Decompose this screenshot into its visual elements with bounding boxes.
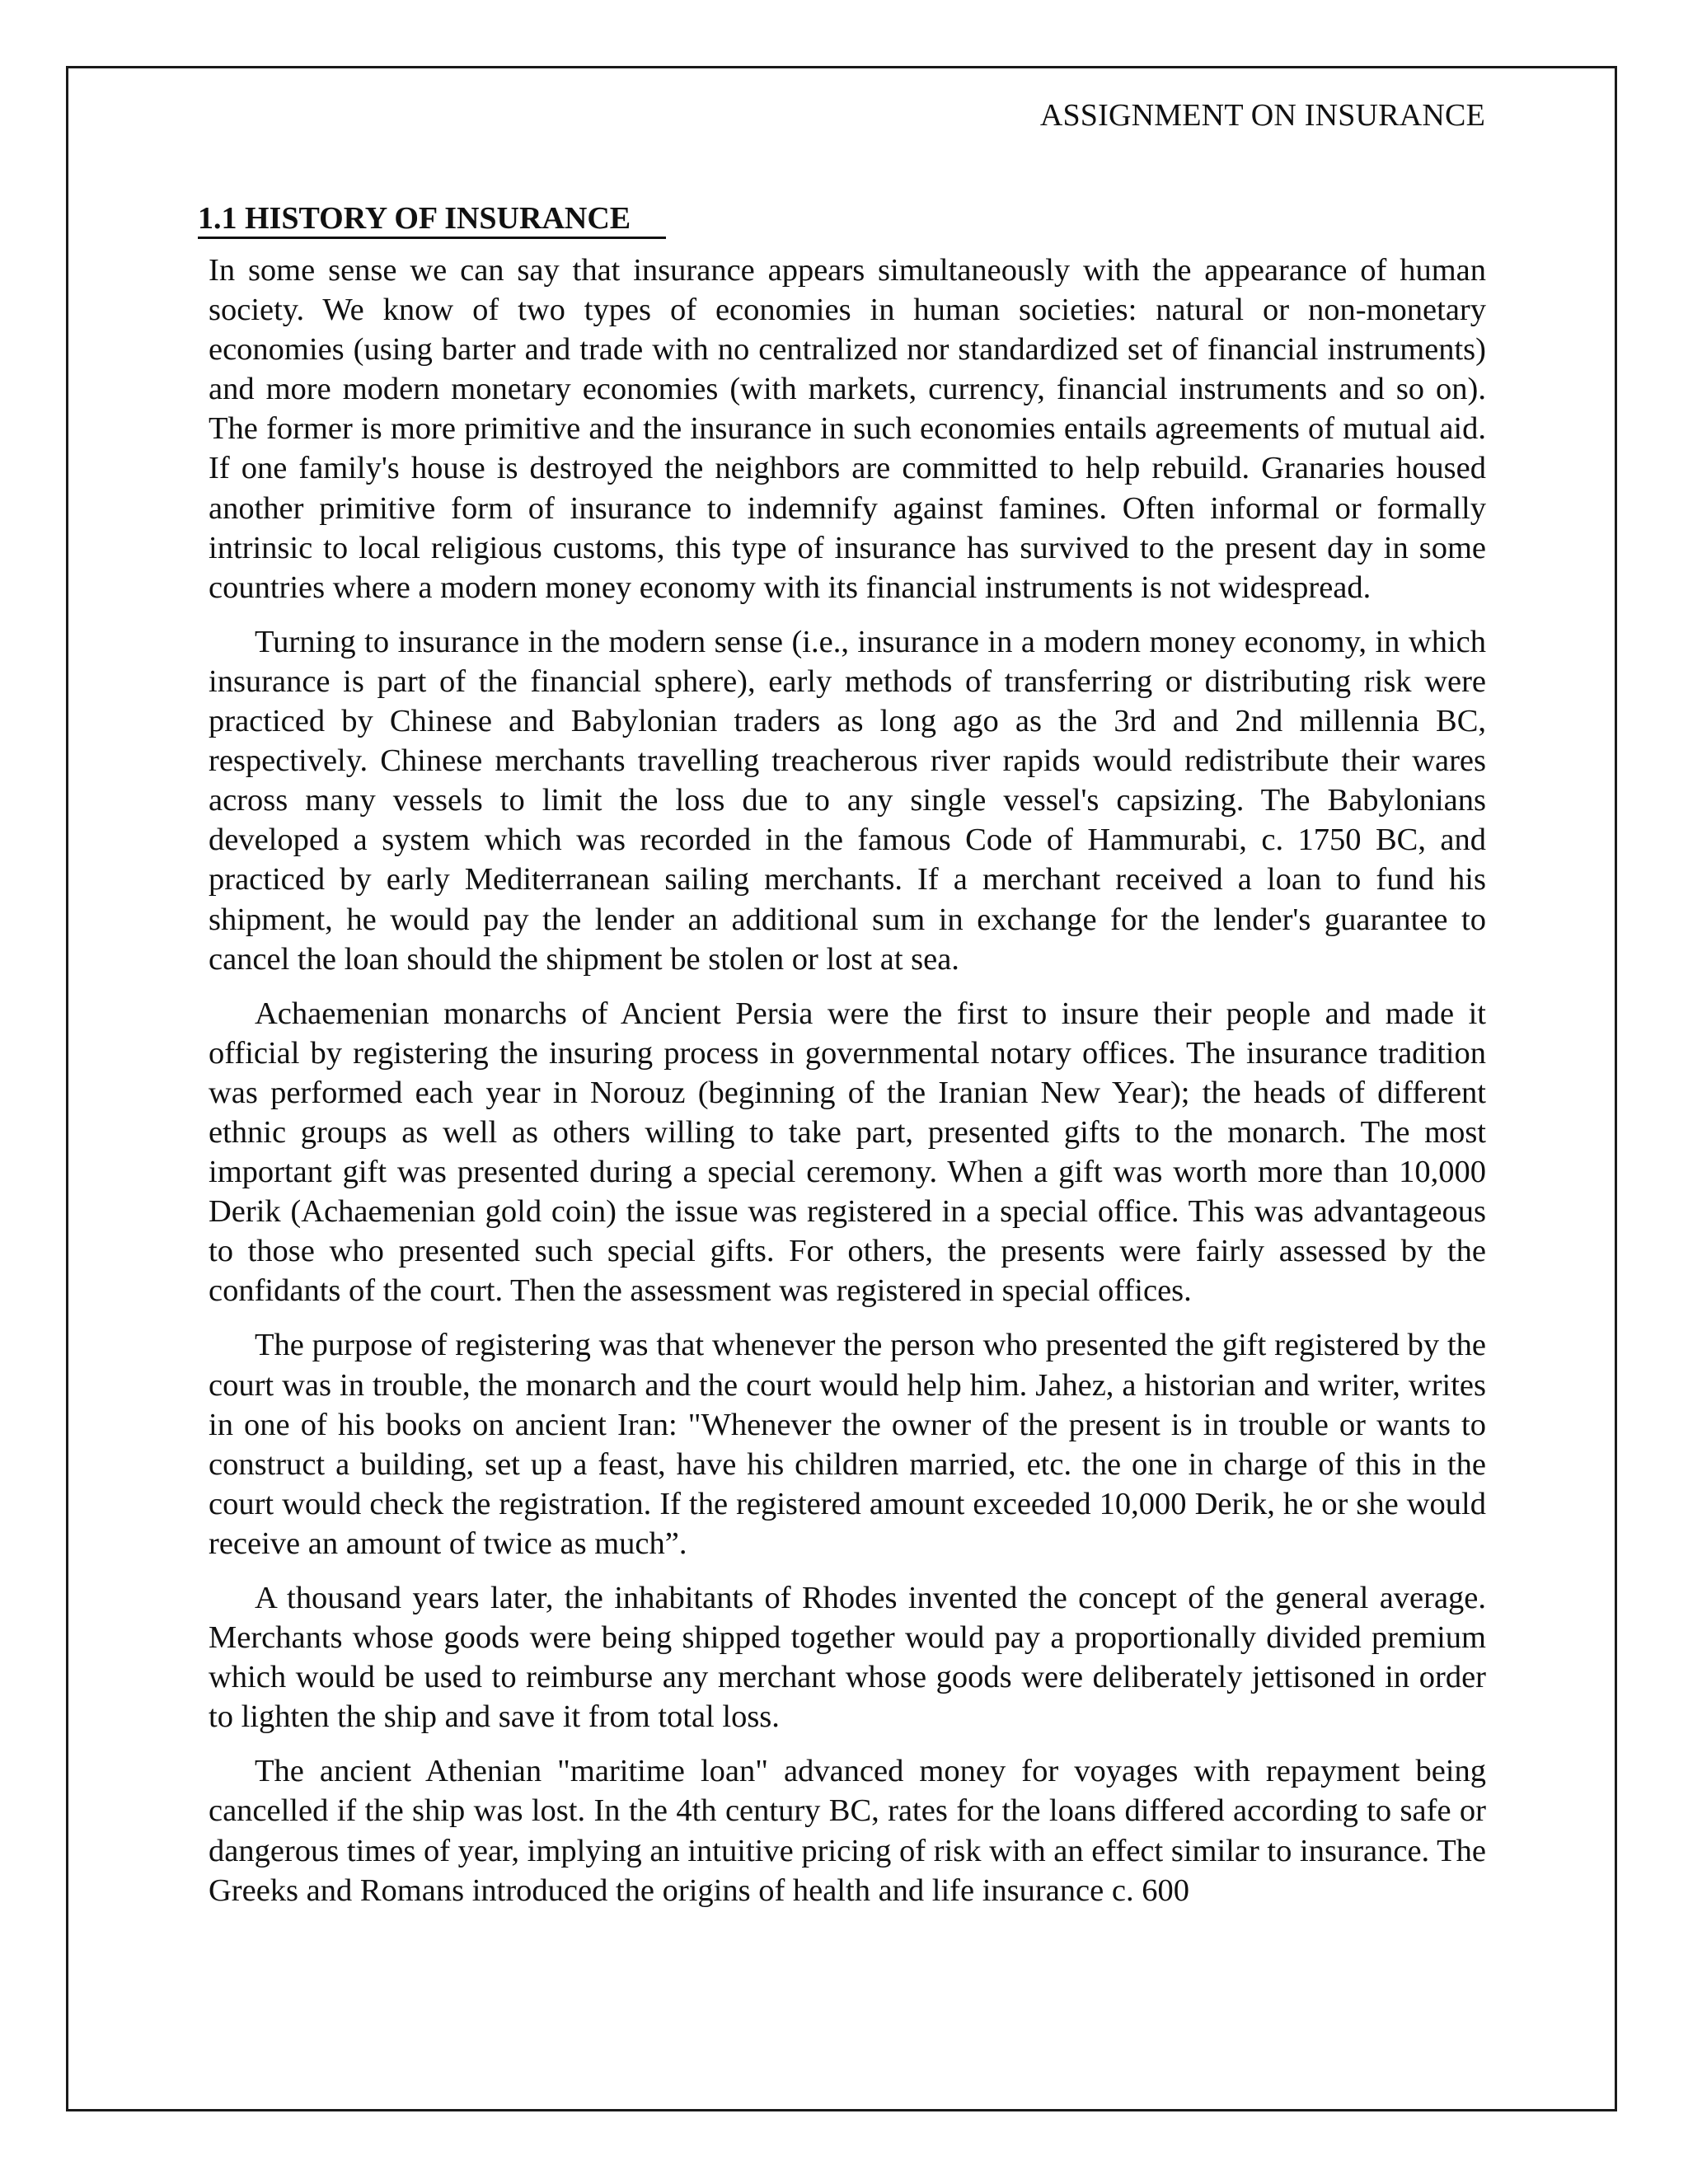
paragraph-2: Turning to insurance in the modern sense (i.e., insurance in a modern money economy, in which insurance is part of the financial sphere), early methods of transferring or distributing risk were practiced by Chinese and Babylonian traders as long ago as the 3rd and 2nd millennia BC, respectively. Chinese merchants travelling treacherous river rapids would redistribute their wares across many vessels to limit the loss due to any single vessel's capsizing. The Babylonians developed a system which was recorded in the famous Code of Hammurabi, c. 1750 BC, and practiced by early Mediterranean sailing merchants. If a merchant received a loan to fund his shipment, he would pay the lender an additional sum in exchange for the lender's guarantee to cancel the loan should the shipment be stolen or lost at sea.: [209, 624, 1486, 977]
paragraph-6: The ancient Athenian "maritime loan" advanced money for voyages with repayment being cancelled if the ship was lost. In the 4th century BC, rates for the loans differed according to safe or dangerous times of year, implying an intuitive pricing of risk with an effect similar to insurance. The Greeks and Romans introduced the origins of health and life insurance c. 600: [209, 1754, 1486, 1908]
paragraph-4: The purpose of registering was that whenever the person who presented the gift registered by the court was in trouble, the monarch and the court would help him. Jahez, a historian and writer, writes in one of his books on ancient Iran: "Whenever the owner of the present is in trouble or wants to construct a building, set up a feast, have his children married, etc. the one in charge of this in the court would check the registration. If the registered amount exceeded 10,000 Derik, he or she would receive an amount of twice as much”.: [209, 1328, 1486, 1561]
body-text: [209, 251, 1486, 1925]
heading-underline: [198, 237, 666, 239]
paragraph-3: Achaemenian monarchs of Ancient Persia were the first to insure their people and made it official by registering the insuring process in governmental notary offices. The insurance tradition was performed each year in Norouz (beginning of the Iranian New Year); the heads of different ethnic groups as well as others willing to take part, presented gifts to the monarch. The most important gift was presented during a special ceremony. When a gift was worth more than 10,000 Derik (Achaemenian gold coin) the issue was registered in a special office. This was advantageous to those who presented such special gifts. For others, the presents were fairly assessed by the confidants of the court. Then the assessment was registered in special offices.: [209, 996, 1486, 1309]
paragraph-5: A thousand years later, the inhabitants of Rhodes invented the concept of the general average. Merchants whose goods were being shipped together would pay a proportionally divided premium which would be used to reimburse any merchant whose goods were deliberately jettisoned in order to lighten the ship and save it from total loss.: [209, 1581, 1486, 1735]
section-heading: 1.1 HISTORY OF INSURANCE: [198, 201, 631, 236]
running-header: ASSIGNMENT ON INSURANCE: [1039, 98, 1485, 133]
paragraph-1: In some sense we can say that insurance appears simultaneously with the appearance of human society. We know of two types of economies in human societies: natural or non-monetary economies (using barter and trade with no centralized nor standardized set of financial instruments) and more modern monetary economies (with markets, currency, financial instruments and so on). The former is more primitive and the insurance in such economies entails agreements of mutual aid. If one family's house is destroyed the neighbors are committed to help rebuild. Granaries housed another primitive form of insurance to indemnify against famines. Often informal or formally intrinsic to local religious customs, this type of insurance has survived to the present day in some countries where a modern money economy with its financial instruments is not widespread.: [209, 253, 1486, 605]
